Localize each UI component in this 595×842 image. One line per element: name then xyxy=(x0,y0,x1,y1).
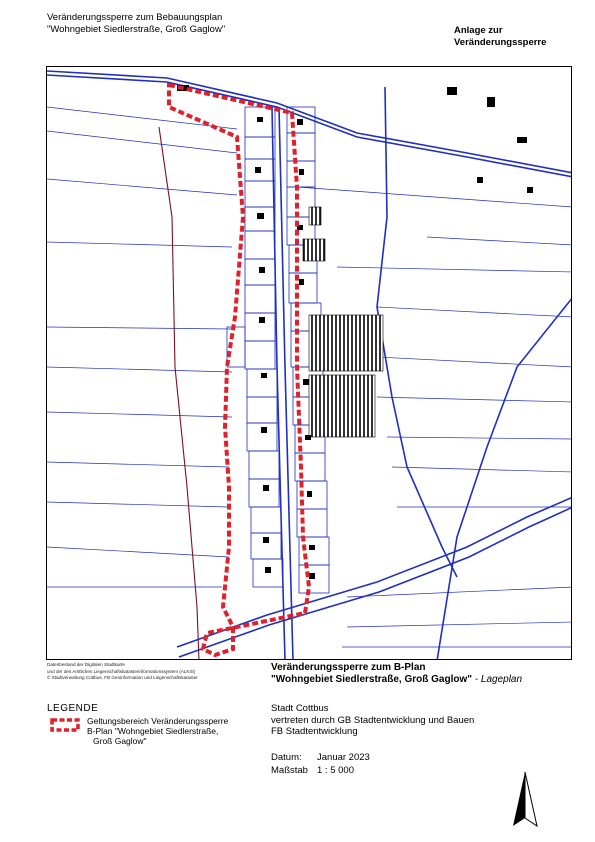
data-source-credits xyxy=(47,662,247,682)
scale-row xyxy=(271,764,370,777)
plan-type: - Lageplan xyxy=(472,674,523,685)
legend-item xyxy=(87,716,257,746)
scope-boundary[interactable] xyxy=(169,85,309,655)
legend-item-line-1: Geltungsbereich Veränderungssperre xyxy=(87,716,229,726)
scale-label: Maßstab xyxy=(271,765,308,776)
scope-boundary-swatch-icon xyxy=(50,718,80,732)
plan-name: "Wohngebiet Siedlerstraße, Groß Gaglow" xyxy=(271,674,472,685)
legend-item-line-3: Groß Gaglow" xyxy=(93,736,147,746)
district-boundary xyxy=(159,127,199,660)
authority-city: Stadt Cottbus xyxy=(271,703,329,714)
annex-label: Anlage zur xyxy=(454,25,503,36)
plan-subtitle xyxy=(271,674,591,686)
north-arrow-icon xyxy=(505,770,545,830)
legend-title: LEGENDE xyxy=(47,703,99,714)
legend-item-line-2: B-Plan "Wohngebiet Siedlerstraße, xyxy=(87,726,219,736)
document-header-left xyxy=(47,12,347,36)
issuing-authority xyxy=(271,703,571,738)
authority-division: vertreten durch GB Stadtentwicklung und Bauen xyxy=(271,714,475,726)
site-plan-map xyxy=(46,66,572,660)
document-header-right xyxy=(454,25,584,49)
date-row xyxy=(271,751,370,764)
authority-department: FB Stadtentwicklung xyxy=(271,726,358,737)
map-canvas xyxy=(47,67,572,660)
header-line-1: Veränderungssperre zum Bebauungsplan xyxy=(47,12,223,23)
annex-title: Veränderungssperre xyxy=(454,37,547,48)
header-line-2: "Wohngebiet Siedlerstraße, Groß Gaglow" xyxy=(47,24,226,35)
credits-line-3: © Stadtverwaltung Cottbus, FB Geoinformation und Liegenschaftskataster xyxy=(47,675,198,680)
scale-value: 1 : 5 000 xyxy=(317,765,354,776)
date-label: Datum: xyxy=(271,752,302,763)
plan-title: Veränderungssperre zum B-Plan xyxy=(271,662,426,673)
credits-line-1: Datenbestand der Digitalen Stadtkarte xyxy=(47,662,125,667)
date-value: Januar 2023 xyxy=(317,752,370,763)
greenhouse-buildings xyxy=(303,207,383,437)
credits-line-2: und der des Amtlichen Liegenschaftskatasterinformationssystem (ALKIS) xyxy=(47,668,196,674)
plan-metadata xyxy=(271,751,370,777)
plan-title-block xyxy=(271,662,591,686)
